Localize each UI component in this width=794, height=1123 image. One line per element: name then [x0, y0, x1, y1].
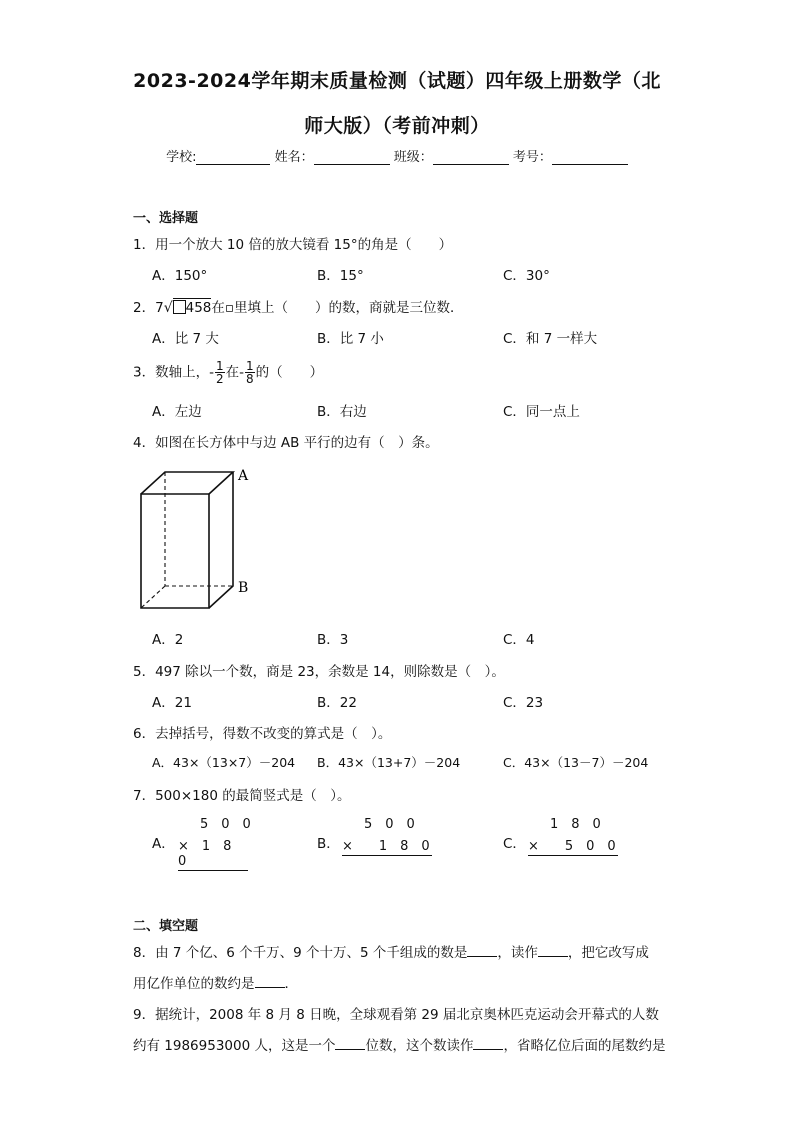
q1-option-b: B．15° — [317, 268, 364, 284]
q8-blank-3 — [255, 975, 285, 988]
question-5: 5．497 除以一个数，商是 23，余数是 14，则除数是（ ）。 — [133, 664, 505, 680]
fraction-eighth — [245, 360, 255, 385]
q9-blank-2 — [473, 1037, 503, 1050]
q7-option-c-label: C． — [503, 836, 526, 852]
q6-option-a: A．43×（13×7）－204 — [152, 755, 296, 770]
question-7: 7．500×180 的最简竖式是（ ）。 — [133, 788, 351, 804]
q7-c-bottom: × 5 0 0 — [528, 835, 618, 856]
q6-option-b: B．43×（13+7）－204 — [317, 755, 461, 770]
q6-option-c: C．43×（13－7）－204 — [503, 755, 649, 770]
question-9-line1: 9．据统计，2008 年 8 月 8 日晚，全球观看第 29 届北京奥林匹克运动会开幕式的人数 — [133, 1007, 659, 1023]
fraction-half — [215, 360, 225, 385]
q4-option-a: A．2 — [152, 632, 184, 648]
q3-suffix: 的（ ） — [255, 364, 324, 381]
question-2 — [133, 296, 464, 316]
q3-option-b: B．右边 — [317, 404, 367, 420]
question-6: 6．去掉括号，得数不改变的算式是（ ）。 — [133, 726, 392, 742]
student-info-row — [0, 146, 794, 165]
q7-c-top: 1 8 0 — [550, 817, 601, 832]
section-heading-choice: 一、选择题 — [133, 211, 199, 226]
cuboid-top-face — [141, 472, 233, 494]
q7-option-b-label: B． — [317, 836, 340, 852]
q2-suffix: 在▫里填上（ ）的数，商就是三位数． — [211, 300, 464, 316]
exam-no-blank — [552, 150, 628, 165]
q8-text-1: 8．由 7 个亿、6 个千万、9 个十万、5 个千组成的数是 — [133, 945, 468, 961]
page-title-line1: 2023-2024学年期末质量检测（试题）四年级上册数学（北 — [133, 70, 661, 92]
cuboid-right-edges — [209, 472, 233, 608]
section-heading-fill: 二、填空题 — [133, 919, 199, 934]
q4-option-c: C．4 — [503, 632, 535, 648]
q8-blank-1 — [467, 944, 497, 957]
q7-b-top: 5 0 0 — [364, 817, 415, 832]
cuboid-figure — [135, 462, 265, 614]
question-8-line1 — [133, 941, 649, 961]
hidden-edge-diagonal — [141, 586, 165, 608]
q5-option-b: B．22 — [317, 695, 357, 711]
page-title-line2: 师大版）（考前冲刺） — [304, 115, 490, 137]
q3-option-c: C．同一点上 — [503, 404, 580, 420]
vertex-label-a: A — [238, 468, 249, 484]
class-label: 班级： — [393, 150, 433, 165]
q7-a-top: 5 0 0 — [200, 817, 251, 832]
vertex-label-b: B — [238, 580, 249, 596]
q9-blank-1 — [335, 1037, 365, 1050]
q2-dividend: 458 — [185, 300, 212, 316]
frac2-denominator: 8 — [245, 372, 254, 386]
q5-option-c: C．23 — [503, 695, 544, 711]
q2-option-a: A．比 7 大 — [152, 331, 219, 347]
exam-no-label: 考号： — [512, 150, 552, 165]
question-9-line2 — [133, 1034, 665, 1054]
long-division-sign: √ — [163, 300, 173, 316]
school-blank — [196, 150, 270, 165]
q4-option-b: B．3 — [317, 632, 349, 648]
q8-text-3: ，把它改写成 — [567, 945, 649, 961]
frac1-numerator: 1 — [215, 359, 224, 373]
q1-option-c: C．30° — [503, 268, 550, 284]
question-3 — [133, 360, 323, 385]
q9-text-2: 位数，这个数读作 — [365, 1038, 474, 1054]
q7-a-bottom: × 1 8 0 — [178, 835, 248, 871]
class-blank — [433, 150, 509, 165]
q9-text-3: ，省略亿位后面的尾数约是 — [503, 1038, 666, 1054]
question-4: 4．如图在长方体中与边 AB 平行的边有（ ）条。 — [133, 435, 439, 451]
q5-option-a: A．21 — [152, 695, 192, 711]
q8-blank-2 — [538, 944, 568, 957]
q8-text-5: ． — [284, 976, 298, 992]
frac1-denominator: 2 — [215, 372, 224, 386]
q1-option-a: A．150° — [152, 268, 208, 284]
cuboid-front-face — [141, 494, 209, 608]
q2-option-b: B．比 7 小 — [317, 331, 384, 347]
question-1: 1．用一个放大 10 倍的放大镜看 15°的角是（ ） — [133, 237, 453, 253]
q3-option-a: A．左边 — [152, 404, 202, 420]
long-division-bar — [173, 298, 212, 316]
q8-text-2: ，读作 — [497, 945, 538, 961]
question-8-line2 — [133, 972, 298, 992]
q2-prefix: 2．7 — [133, 300, 164, 316]
q2-option-c: C．和 7 一样大 — [503, 331, 598, 347]
q8-text-4: 用亿作单位的数约是 — [133, 976, 255, 992]
school-label: 学校: — [166, 150, 197, 165]
q3-middle: 在- — [225, 364, 244, 381]
q7-b-bottom: × 1 8 0 — [342, 835, 432, 856]
q7-option-a-label: A． — [152, 836, 175, 852]
q9-text-1: 约有 1986953000 人，这是一个 — [133, 1038, 336, 1054]
blank-box — [173, 300, 186, 314]
name-label: 姓名： — [274, 150, 314, 165]
frac2-numerator: 1 — [245, 359, 254, 373]
q3-prefix: 3．数轴上，- — [133, 364, 214, 381]
name-blank — [314, 150, 390, 165]
